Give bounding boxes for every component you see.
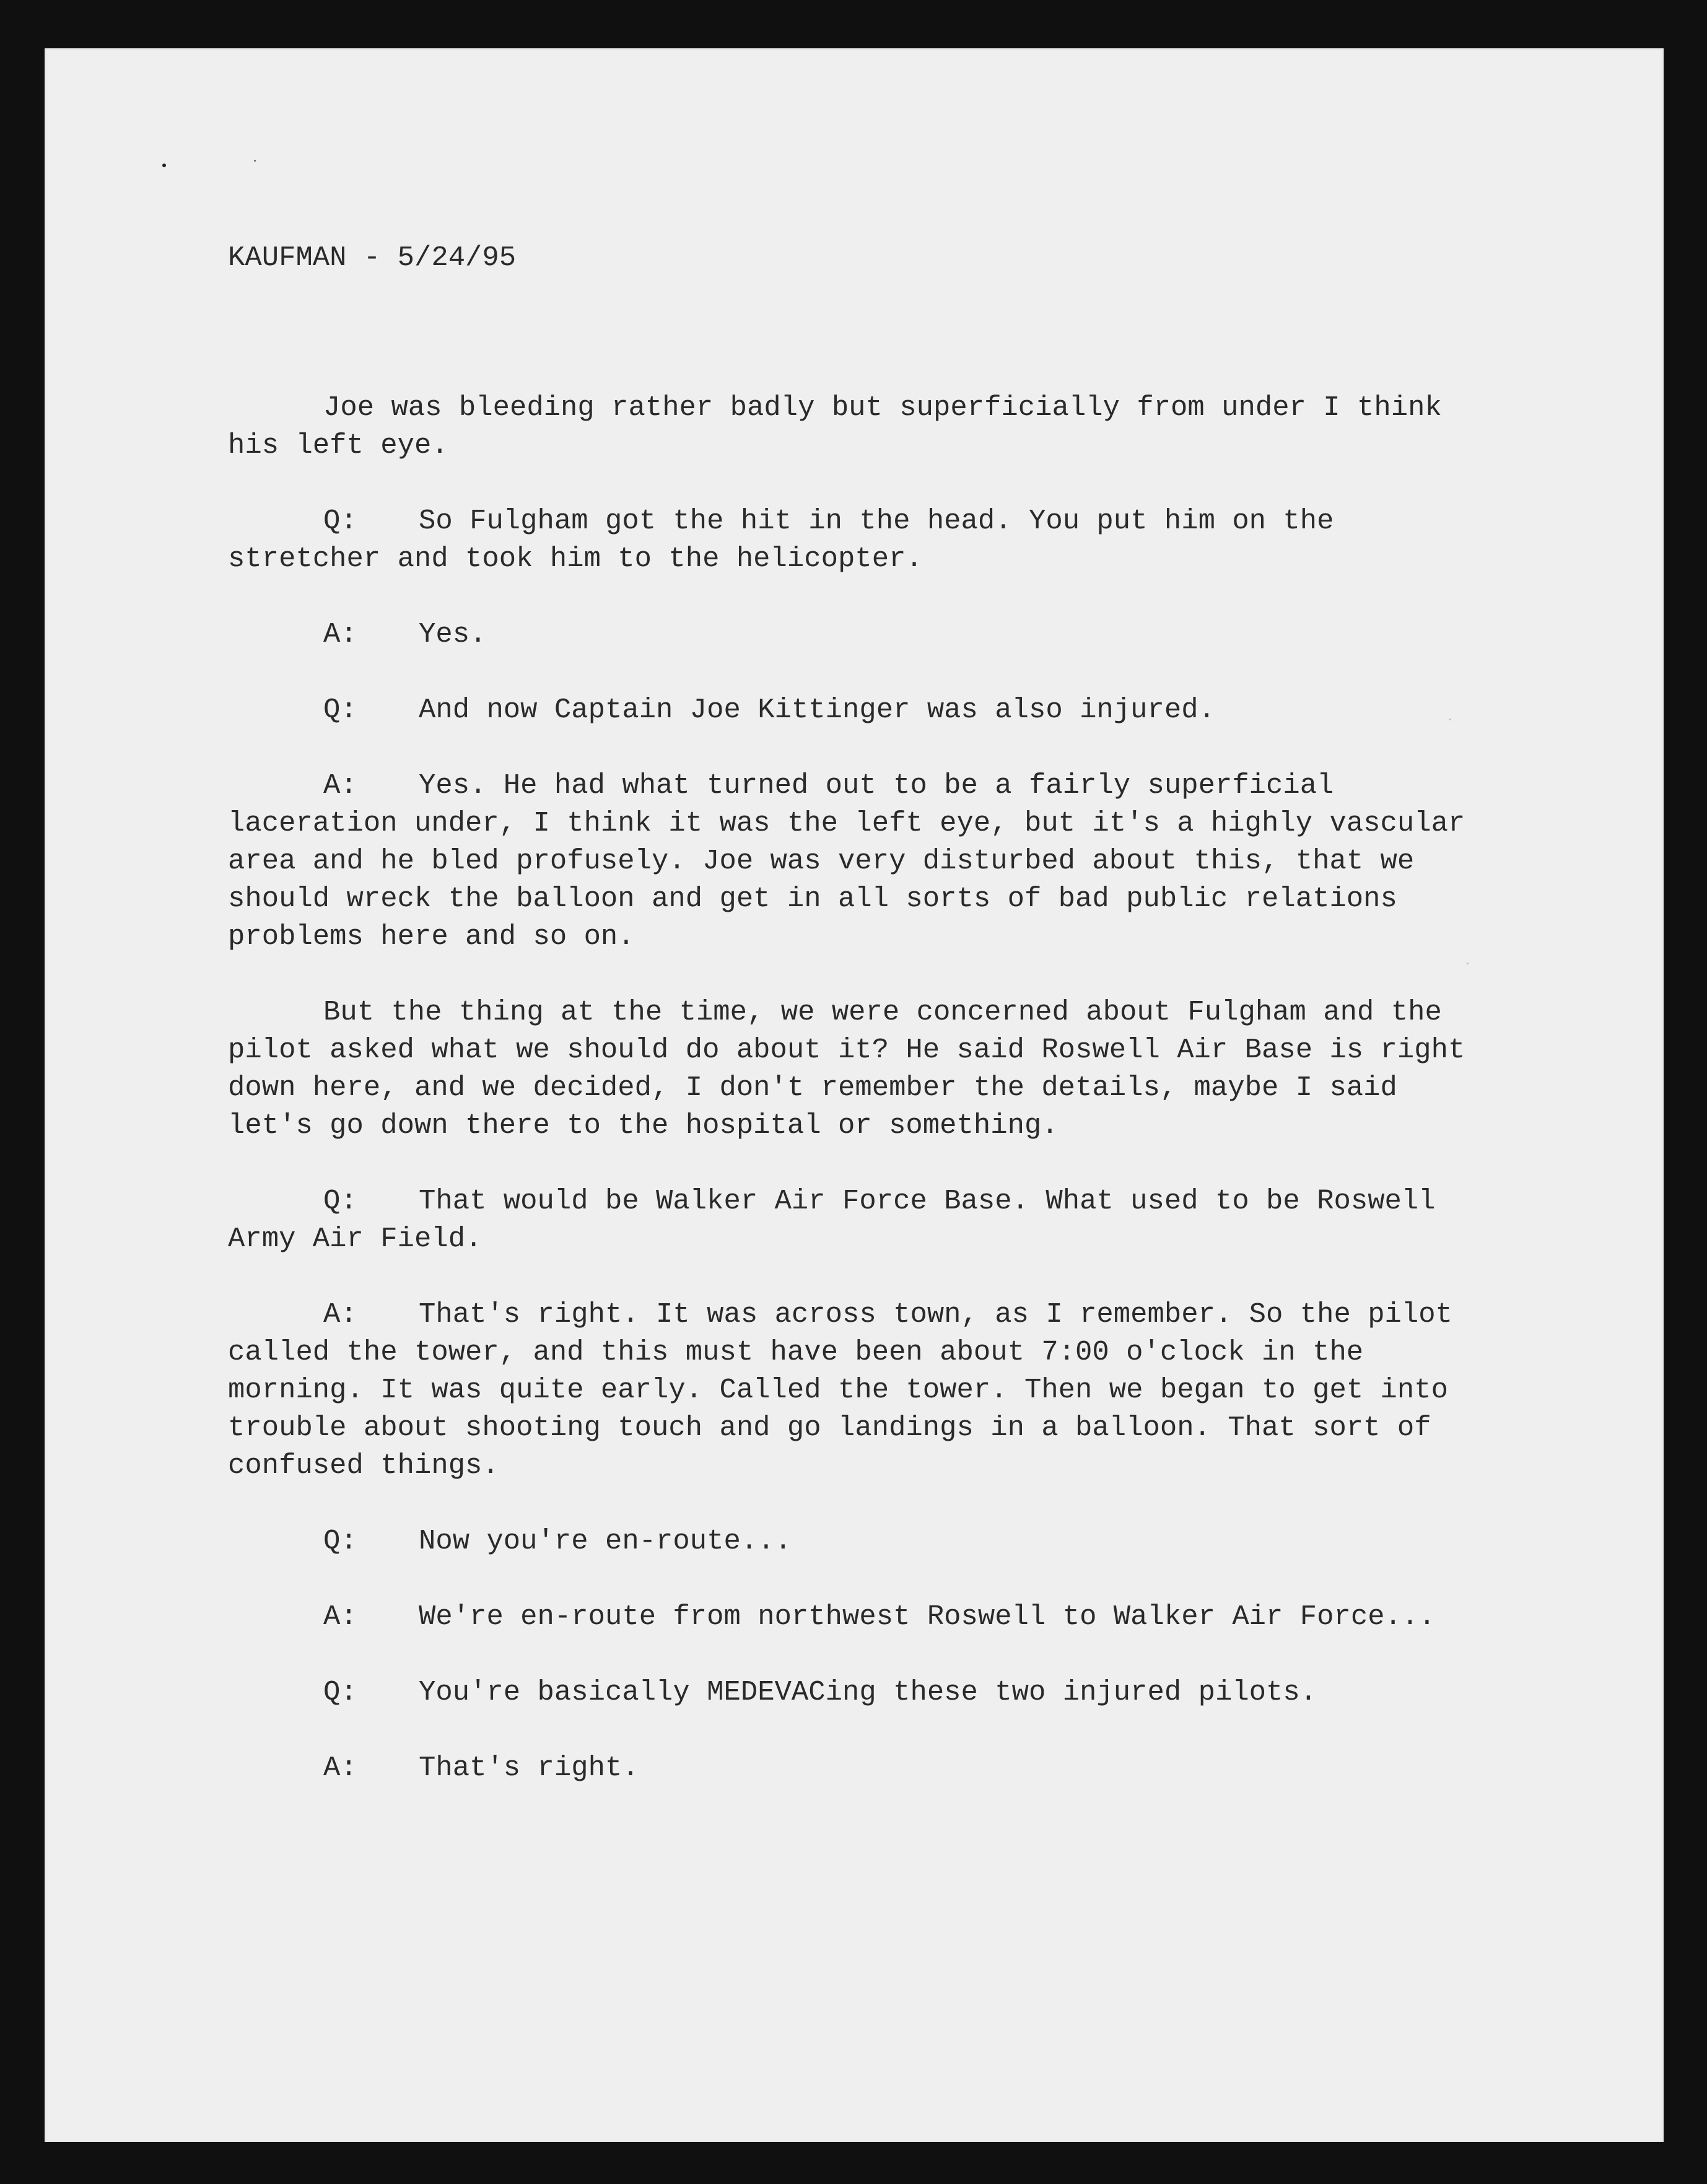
speaker-label: Q: xyxy=(323,1185,357,1217)
transcript-paragraph xyxy=(228,389,1479,465)
transcript-paragraph xyxy=(228,994,1479,1145)
paragraph-text: But the thing at the time, we were concerned about Fulgham and the pilot asked what we should do about it? He said Roswell Air Base is right down here, and we decided, I don't remember the details, maybe I said let's go down there to the hospital or something. xyxy=(228,996,1465,1142)
transcript-paragraph xyxy=(228,1598,1479,1636)
transcript-paragraph xyxy=(228,1674,1479,1711)
paragraph-text: We're en-route from northwest Roswell to Walker Air Force... xyxy=(419,1601,1436,1633)
speaker-label: Q: xyxy=(323,505,357,537)
speaker-label: Q: xyxy=(323,694,357,726)
speaker-label: A: xyxy=(323,618,357,650)
document-header: KAUFMAN - 5/24/95 xyxy=(228,242,517,274)
transcript-paragraph xyxy=(228,1749,1479,1787)
paragraph-text: Yes. xyxy=(419,618,487,650)
speaker-label: A: xyxy=(323,1601,357,1633)
scan-speck xyxy=(162,164,166,167)
paragraph-text: Yes. He had what turned out to be a fairly superficial laceration under, I think it was the left eye, but it's a highly vascular area and he bled profusely. Joe was very disturbed about this, that we should wreck the balloon and get in all sorts of bad public relations problems here and so on. xyxy=(228,769,1465,953)
paragraph-text: That's right. It was across town, as I remember. So the pilot called the tower, and this must have been about 7:00 o'clock in the morning. It was quite early. Called the tower. Then we began to get into trouble about shooting touch and go landings in a balloon. That sort of confused things. xyxy=(228,1298,1453,1482)
speaker-label: A: xyxy=(323,1752,357,1784)
paragraph-text: That would be Walker Air Force Base. What used to be Roswell Army Air Field. xyxy=(228,1185,1436,1255)
transcript-paragraph xyxy=(228,1296,1479,1485)
transcript-paragraph xyxy=(228,1182,1479,1258)
transcript-paragraph xyxy=(228,502,1479,578)
scan-speck xyxy=(254,160,256,162)
paragraph-text: That's right. xyxy=(419,1752,639,1784)
paragraph-text: And now Captain Joe Kittinger was also injured. xyxy=(419,694,1215,726)
speaker-label: Q: xyxy=(323,1525,357,1557)
speaker-label: A: xyxy=(323,1298,357,1330)
transcript-paragraph xyxy=(228,616,1479,653)
transcript-paragraph xyxy=(228,1522,1479,1560)
paragraph-text: Now you're en-route... xyxy=(419,1525,792,1557)
speaker-label: A: xyxy=(323,769,357,802)
transcript-paragraph xyxy=(228,767,1479,956)
paragraph-text: You're basically MEDEVACing these two injured pilots. xyxy=(419,1676,1317,1708)
paragraph-text: Joe was bleeding rather badly but superficially from under I think his left eye. xyxy=(228,391,1442,461)
speaker-label: Q: xyxy=(323,1676,357,1708)
paragraph-text: So Fulgham got the hit in the head. You put him on the stretcher and took him to the helicopter. xyxy=(228,505,1334,575)
transcript-body xyxy=(228,389,1479,1787)
transcript-paragraph xyxy=(228,691,1479,729)
